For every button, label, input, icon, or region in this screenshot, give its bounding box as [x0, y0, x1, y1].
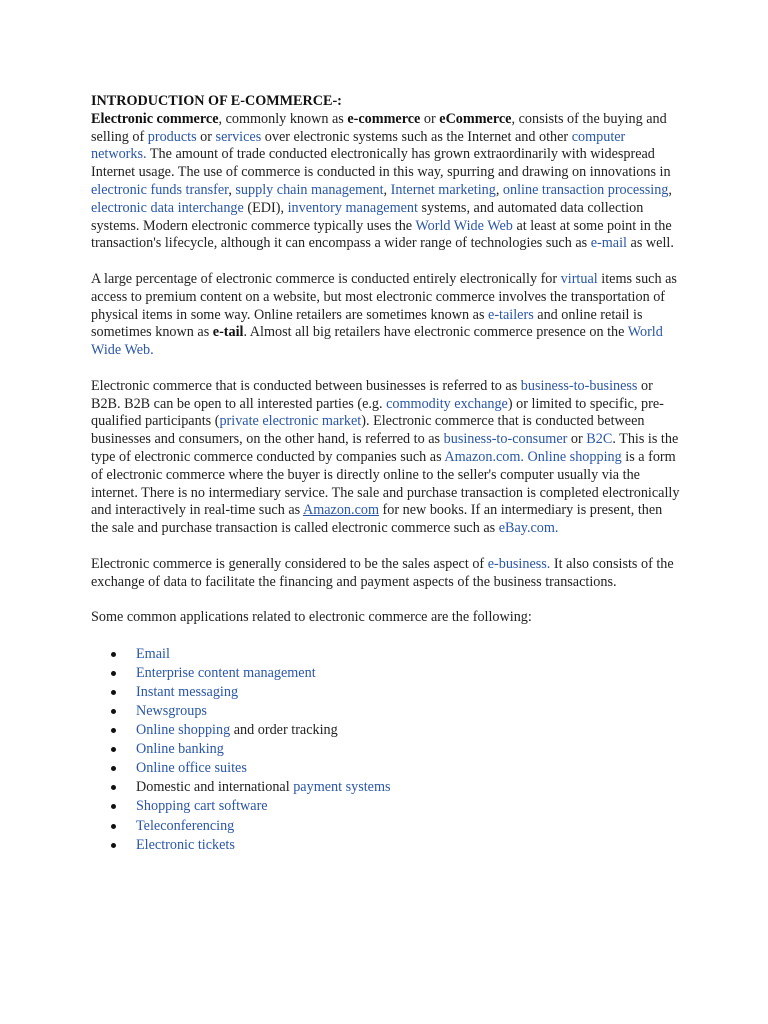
application-link[interactable]: Online office suites	[136, 760, 247, 777]
paragraph-b2b	[91, 378, 683, 538]
text: (EDI),	[243, 199, 288, 216]
link-commodity-exchange[interactable]: commodity exchange	[386, 395, 508, 412]
text: or	[420, 110, 440, 127]
application-link[interactable]: Electronic tickets	[136, 836, 235, 853]
text: , consists of the buying and selling of	[91, 110, 667, 145]
link-email[interactable]: e-mail	[590, 235, 627, 252]
link-b2c[interactable]: B2C	[586, 431, 613, 448]
document-title: INTRODUCTION OF E-COMMERCE-:	[91, 93, 342, 109]
application-link[interactable]: Newsgroups	[136, 702, 207, 719]
text: and online retail is sometimes known as	[91, 306, 643, 341]
link-virtual[interactable]: virtual	[560, 270, 598, 287]
link-online-transaction-processing[interactable]: online transaction processing	[502, 181, 669, 198]
list-item	[91, 645, 683, 664]
bullet-icon	[111, 709, 116, 714]
paragraph-virtual	[91, 271, 683, 360]
link-e-business[interactable]: e-business.	[487, 555, 551, 572]
application-link[interactable]: Online banking	[136, 741, 224, 758]
bullet-icon	[111, 804, 116, 809]
list-item	[91, 778, 683, 797]
link-ebay[interactable]: eBay.com.	[498, 520, 559, 537]
link-electronic-funds-transfer[interactable]: electronic funds transfer	[91, 181, 229, 198]
text: Electronic commerce that is conducted between businesses is referred to as	[91, 377, 521, 394]
bullet-icon	[111, 766, 116, 771]
text: at least at some point in the transaction's lifecycle, although it can encompass a wider range of technologies such as	[91, 217, 672, 252]
bold-term: e-commerce	[347, 110, 421, 127]
applications-list	[91, 645, 683, 855]
bullet-icon	[111, 728, 116, 733]
paragraph-ebusiness	[91, 556, 683, 592]
bullet-icon	[111, 843, 116, 848]
bullet-icon	[111, 671, 116, 676]
text: ,	[668, 181, 672, 198]
link-amazon[interactable]: Amazon.com.	[444, 448, 524, 465]
list-item	[91, 664, 683, 683]
text: It also consists of the exchange of data to facilitate the financing and payment aspects of the business transactions.	[91, 555, 674, 590]
text: systems, and automated data collection systems. Modern electronic commerce typically uses the	[91, 199, 644, 234]
text: Electronic commerce is generally considered to be the sales aspect of	[91, 555, 488, 572]
application-link[interactable]: Shopping cart software	[136, 798, 268, 815]
text: ,	[495, 181, 503, 198]
link-business-to-business[interactable]: business-to-business	[520, 377, 638, 394]
paragraph-intro	[91, 111, 683, 253]
bullet-icon	[111, 747, 116, 752]
document-body	[91, 93, 683, 855]
bold-term: eCommerce	[439, 110, 512, 127]
application-link[interactable]: Instant messaging	[136, 683, 239, 700]
text: ,	[228, 181, 236, 198]
link-world-wide-web[interactable]: World Wide Web	[415, 217, 513, 234]
list-item	[91, 797, 683, 816]
application-link[interactable]: Online shopping	[136, 722, 231, 739]
application-link[interactable]: payment systems	[293, 779, 391, 796]
link-electronic-data-interchange[interactable]: electronic data interchange	[91, 199, 244, 216]
list-item	[91, 702, 683, 721]
text: ,	[383, 181, 391, 198]
text: , commonly known as	[218, 110, 348, 127]
link-inventory-management[interactable]: inventory management	[287, 199, 418, 216]
link-computer-networks[interactable]: computer networks.	[91, 128, 626, 163]
list-item	[91, 683, 683, 702]
list-item	[91, 759, 683, 778]
link-amazon-underlined[interactable]: Amazon.com	[302, 502, 379, 519]
list-item-text: Domestic and international	[136, 779, 294, 796]
link-world-wide-web[interactable]: World Wide Web.	[91, 324, 663, 359]
text: for new books. If an intermediary is present, then the sale and purchase transaction is called electronic commerce such as	[91, 502, 663, 537]
text: or B2B. B2B can be open to all interested parties (e.g.	[91, 377, 653, 412]
text: . Almost all big retailers have electronic commerce presence on the	[243, 324, 628, 341]
application-link[interactable]: Teleconferencing	[136, 817, 235, 834]
text: is a form of electronic commerce where the buyer is directly online to the seller's computer usually via the internet. There is no intermediary service. The sale and purchase transaction is completed electronically and interactively in real-time such as	[91, 448, 680, 519]
link-online-shopping[interactable]: Online shopping	[527, 448, 622, 465]
link-private-electronic-market[interactable]: private electronic market	[219, 413, 362, 430]
bold-term: e-tail	[212, 324, 244, 341]
link-e-tailers[interactable]: e-tailers	[488, 306, 534, 323]
text: items such as access to premium content on a website, but most electronic commerce involves the transportation of physical items in some way. Online retailers are sometimes known as	[91, 270, 677, 323]
list-item	[91, 721, 683, 740]
text: over electronic systems such as the Internet and other	[261, 128, 572, 145]
list-item	[91, 817, 683, 836]
bullet-icon	[111, 824, 116, 829]
paragraph-applications-intro: Some common applications related to electronic commerce are the following:	[91, 609, 532, 626]
bullet-icon	[111, 652, 116, 657]
bold-term: Electronic commerce	[91, 110, 219, 127]
text: ). Electronic commerce that is conducted between businesses and consumers, on the other hand, is referred to as	[91, 413, 645, 448]
text: or	[196, 128, 216, 145]
text: or	[567, 431, 587, 448]
text: A large percentage of electronic commerce is conducted entirely electronically for	[91, 270, 561, 287]
application-link[interactable]: Enterprise content management	[136, 664, 316, 681]
bullet-icon	[111, 690, 116, 695]
link-products[interactable]: products	[147, 128, 197, 145]
text: The amount of trade conducted electronically has grown extraordinarily with widespread Internet usage. The use of commerce is conducted in this way, spurring and drawing on innovations in	[91, 146, 671, 181]
list-item-text: and order tracking	[230, 722, 338, 739]
link-supply-chain-management[interactable]: supply chain management	[235, 181, 384, 198]
link-internet-marketing[interactable]: Internet marketing	[390, 181, 496, 198]
bullet-icon	[111, 785, 116, 790]
list-item	[91, 740, 683, 759]
list-item	[91, 836, 683, 855]
text: . This is the type of electronic commerce conducted by companies such as	[91, 431, 679, 465]
link-business-to-consumer[interactable]: business-to-consumer	[443, 431, 568, 448]
application-link[interactable]: Email	[136, 645, 170, 662]
text: ) or limited to specific, pre-qualified participants (	[91, 395, 664, 430]
text: as well.	[627, 235, 674, 252]
link-services[interactable]: services	[215, 128, 262, 145]
